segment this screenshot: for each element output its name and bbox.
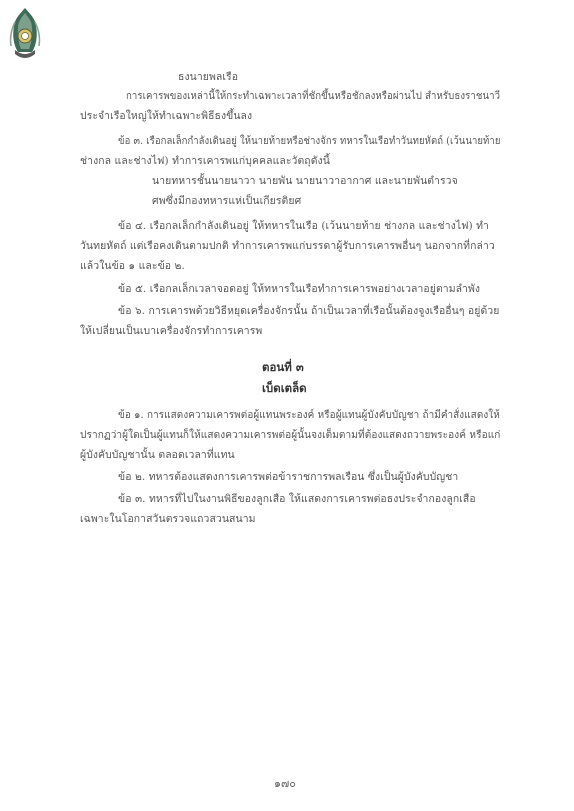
clause-text: ข้อ ๓. ทหารที่ไปในงานพิธีของลูกเสือ ให้แสดงการเคารพต่อธงประจำกองลูกเสือ [118,493,476,505]
clause-text: ช่างกล และช่างไฟ) ทำการเคารพแก่บุคคลและวัตถุดังนี้ [80,155,330,167]
section-subheading: เบ็ดเตล็ด [262,381,307,395]
section-heading: ตอนที่ ๓ [262,360,304,374]
clause-text: ข้อ ๑. การแสดงความเคารพต่อผู้แทนพระองค์ หรือผู้แทนผู้บังคับบัญชา ถ้ามีคำสั่งแสดงให้ [118,409,500,421]
clause-text: ข้อ ๖. การเคารพด้วยวิธีหยุดเครื่องจักรนั้น ถ้าเป็นเวลาที่เรือนั้นต้องจูงเรืออื่นๆ อยู่ด้วย [118,305,500,317]
clause-text: ผู้บังคับบัญชานั้น ตลอดเวลาที่แทน [80,449,235,461]
clause-text: วันทยหัตถ์ แต่เรือคงเดินตามปกติ ทำการเคารพแก่บรรดาผู้รับการเคารพอื่นๆ นอกจากที่กล่าว [80,240,495,252]
clause-text: ให้เปลี่ยนเป็นเบาเครื่องจักรทำการเคารพ [80,325,263,337]
clause-text: ข้อ ๓. เรือกลเล็กกำลังเดินอยู่ ให้นายท้ายหรือช่างจักร ทหารในเรือทำวันทยหัตถ์ (เว้นนายท้าย [118,135,501,147]
clause-text: ข้อ ๒. ทหารต้องแสดงการเคารพต่อข้าราชการพลเรือน ซึ่งเป็นผู้บังคับบัญชา [118,471,459,483]
clause-text: นายทหารชั้นนายนาวา นายพัน นายนาวาอากาศ และนายพันตำรวจ [152,175,458,187]
clause-text: แล้วในข้อ ๑ และข้อ ๒. [80,260,185,272]
clause-text: ปรากฏว่าผู้ใดเป็นผู้แทนก็ให้แสดงความเคารพต่อผู้นั้นจงเต็มตามที่ต้องแสดงถวายพระองค์ หรือแก่ [80,429,501,441]
text-line: ประจำเรือใหญ่ให้ทำเฉพาะพิธีธงขึ้นลง [80,110,253,122]
emblem-logo [6,6,44,60]
text-line: การเคารพของเหล่านี้ให้กระทำเฉพาะเวลาที่ชักขึ้นหรือชักลงหรือผ่านไป สำหรับธงราชนาวี [126,90,501,102]
clause-text: เฉพาะในโอกาสวันตรวจแถวสวนสนาม [80,513,256,525]
clause-text: ข้อ ๕. เรือกลเล็กเวลาจอดอยู่ ให้ทหารในเรือทำการเคารพอย่างเวลาอยู่ตามลำพัง [118,283,481,295]
clause-text: ข้อ ๔. เรือกลเล็กกำลังเดินอยู่ ให้ทหารในเรือ (เว้นนายท้าย ช่างกล และช่างไฟ) ทำ [118,220,489,232]
page-number: ๑๗๐ [274,777,296,790]
clause-text: ศพซึ่งมีกองทหารแห่เป็นเกียรติยศ [152,195,302,207]
text-line: ธงนายพลเรือ [178,71,239,83]
